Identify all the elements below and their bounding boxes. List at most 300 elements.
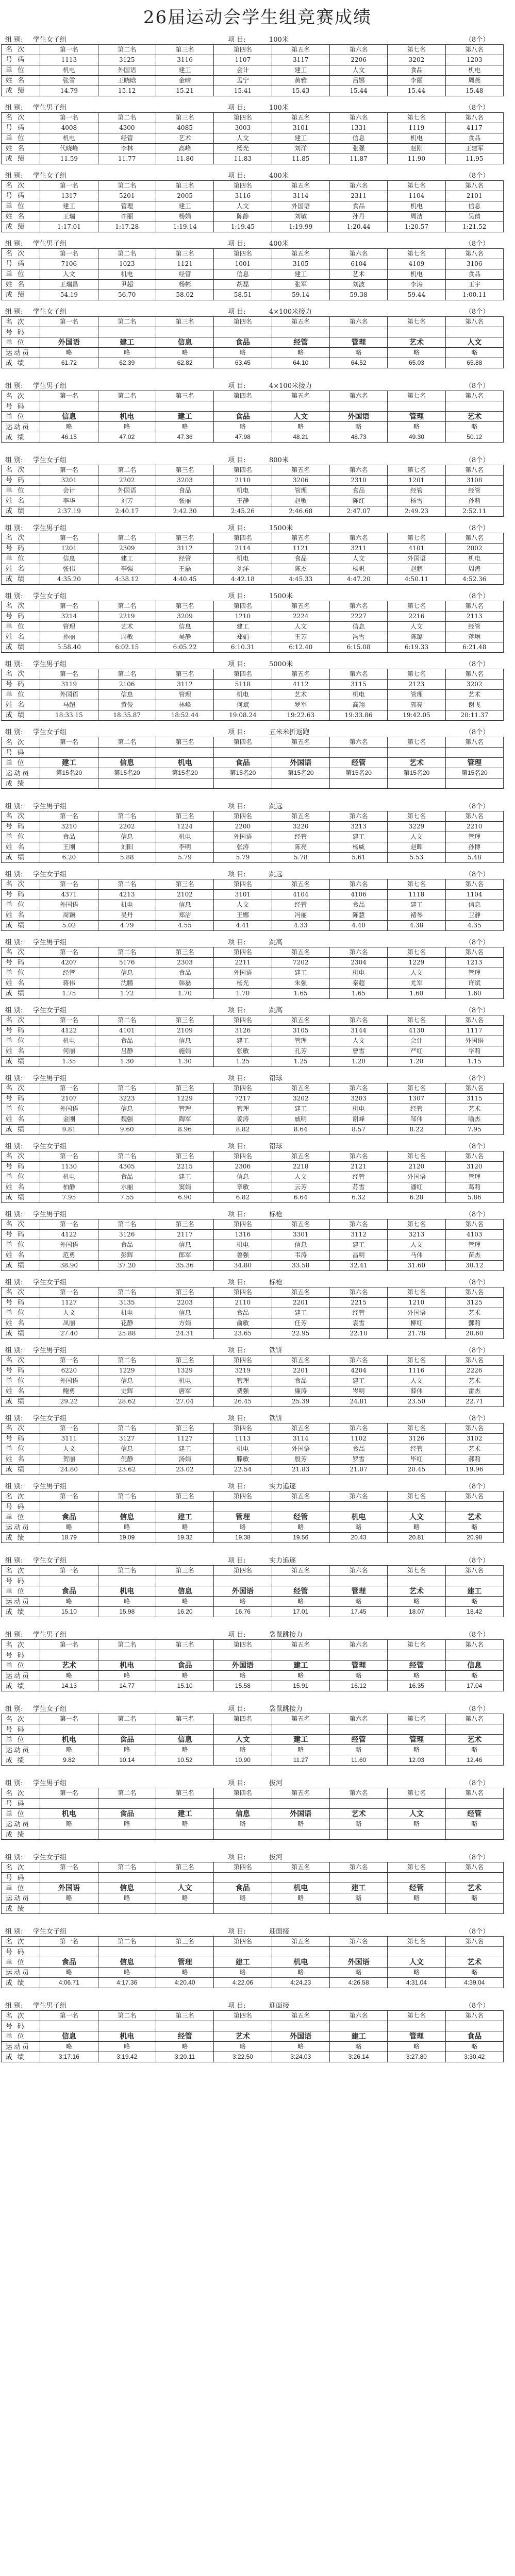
number-cell: 4112 [272,680,329,690]
event-block [1,1854,514,1914]
group-name: 学生男子组 [33,104,67,112]
table-row [2,968,504,978]
unit-cell: 艺术 [445,1735,503,1745]
unit-cell: 建工 [329,2031,387,2042]
number-cell [272,1799,329,1809]
table-row [2,1671,504,1681]
unit-cell: 经管 [329,1308,387,1318]
unit-cell: 人文 [388,1376,445,1386]
unit-cell: 食品 [214,758,272,768]
place-cell: 第三名 [156,533,213,544]
result-cell: 19.32 [156,1533,213,1543]
result-cell: 4.38 [388,921,445,931]
unit-cell: 艺术 [445,412,503,422]
number-cell: 2005 [156,191,213,201]
table-row [2,1862,504,1873]
result-cell: 15.48 [445,86,503,96]
result-cell [329,1904,387,1914]
place-cell: 第四名 [214,2011,272,2021]
table-row [2,1318,504,1329]
place-cell: 第六名 [329,1566,387,1576]
place-cell: 第三名 [156,947,213,958]
result-cell: 50.12 [445,432,503,443]
number-cell: 1023 [98,259,156,269]
unit-row-label: 单 位 [2,269,40,280]
unit-cell: 外国语 [388,554,445,564]
number-cell: 3210 [40,822,98,832]
place-cell: 第三名 [156,1640,213,1650]
place-cell: 第八名 [445,2011,503,2021]
place-cell: 第五名 [272,1287,329,1298]
result-cell: 6.90 [156,1193,213,1203]
place-cell: 第四名 [214,181,272,191]
unit-cell: 食品 [156,968,213,978]
place-cell: 第三名 [156,601,213,612]
results-table [1,1083,504,1135]
place-cell: 第七名 [388,45,445,55]
athletes-cell: 略 [272,1522,329,1533]
unit-cell: 艺术 [388,1586,445,1597]
unit-cell: 机电 [40,65,98,76]
name-cell: 郑娟 [214,632,272,642]
result-row-label: 成 绩 [2,1904,40,1914]
name-cell: 许丽 [98,212,156,222]
athletes-cell: 略 [329,422,387,432]
athletes-cell: 略 [272,1819,329,1829]
result-cell: 64.10 [272,358,329,368]
number-cell: 3105 [272,1026,329,1036]
name-cell: 周颖 [40,910,98,921]
number-cell [445,1650,503,1660]
table-row [2,1957,504,1968]
unit-cell: 食品 [214,1308,272,1318]
table-row [2,113,504,123]
event-meta [1,1347,514,1355]
result-cell: 10.90 [214,1755,272,1766]
table-row [2,1083,504,1094]
unit-row-label: 单 位 [2,622,40,632]
athletes-cell: 略 [388,422,445,432]
event-meta [1,36,514,44]
event-block [1,1557,514,1617]
table-row [2,1046,504,1057]
result-cell: 18.07 [388,1607,445,1617]
rank-row-label: 名 次 [2,1492,40,1502]
athletes-cell: 略 [156,422,213,432]
result-row-label: 成 绩 [2,1261,40,1271]
place-cell: 第七名 [388,811,445,822]
event-name: 5000米 [269,660,293,668]
result-cell: 30.12 [445,1261,503,1271]
event-name: 4×100米接力 [269,382,312,390]
athletes-cell: 第15名20 [272,768,329,778]
result-cell: 9.81 [40,1125,98,1135]
number-cell: 2109 [156,1026,213,1036]
group-label: 组 别: [5,36,23,44]
athletes-cell: 略 [388,1522,445,1533]
unit-cell: 外国语 [40,690,98,700]
number-cell: 1210 [388,1298,445,1308]
place-cell: 第六名 [329,811,387,822]
number-cell: 1118 [388,890,445,900]
unit-cell: 建工 [329,1376,387,1386]
number-cell: 1331 [329,123,387,133]
name-cell: 谢峰 [329,1114,387,1125]
group-label: 组 别: [5,803,23,810]
result-cell [156,1829,213,1840]
number-cell: 3114 [272,1434,329,1444]
athletes-cell: 略 [40,348,98,358]
event-name: 袋鼠跳接力 [269,1631,303,1639]
name-cell: 孟宁 [214,76,272,86]
event-block [1,939,514,999]
name-cell: 张涛 [214,842,272,853]
athletes-cell: 略 [156,1968,213,1978]
number-cell [329,1873,387,1883]
unit-row-label: 单 位 [2,900,40,910]
table-row [2,612,504,622]
athletes-cell: 略 [40,1819,98,1829]
athletes-cell: 第15名20 [445,768,503,778]
place-cell: 第二名 [98,181,156,191]
group-label: 组 别: [5,1705,23,1713]
place-cell: 第四名 [214,1566,272,1576]
athletes-cell: 略 [98,1968,156,1978]
number-cell: 2102 [156,890,213,900]
athletes-cell: 略 [329,1671,387,1681]
result-row-label: 成 绩 [2,86,40,96]
place-cell: 第四名 [214,533,272,544]
rank-row-label: 名 次 [2,1287,40,1298]
name-cell: 刘波 [329,280,387,290]
group-label: 组 别: [5,728,23,736]
number-cell [272,2021,329,2031]
number-cell: 3111 [40,1434,98,1444]
table-row [2,1057,504,1067]
number-cell [445,1724,503,1735]
number-cell [156,1724,213,1735]
number-cell: 3229 [388,822,445,832]
place-cell: 第七名 [388,1788,445,1799]
name-cell: 曹雪 [329,1046,387,1057]
unit-cell: 经管 [272,832,329,842]
name-cell: 孔芳 [272,1046,329,1057]
unit-cell: 建工 [329,1883,387,1893]
rank-row-label: 名 次 [2,249,40,259]
unit-cell: 建工 [214,622,272,632]
result-cell: 21.07 [329,1465,387,1475]
rank-row-label: 名 次 [2,601,40,612]
number-cell: 3223 [98,1094,156,1104]
name-cell: 柏静 [40,1182,98,1193]
athletes-cell: 略 [388,1597,445,1607]
name-cell: 许斌 [445,978,503,989]
number-cell: 2106 [98,680,156,690]
number-cell: 3115 [445,1094,503,1104]
number-cell: 3108 [445,476,503,486]
result-cell: 8.82 [214,1125,272,1135]
name-cell: 严红 [388,1046,445,1057]
result-cell: 5.79 [156,853,213,863]
place-cell: 第八名 [445,249,503,259]
event-meta [1,1075,514,1083]
group-label: 组 别: [5,382,23,390]
table-row [2,853,504,863]
unit-cell: 人文 [388,1957,445,1968]
place-cell: 第五名 [272,1788,329,1799]
event-meta [1,1007,514,1015]
result-cell: 6.20 [40,853,98,863]
name-cell: 张强 [329,144,387,154]
result-cell: 47.98 [214,432,272,443]
unit-row-label: 单 位 [2,758,40,768]
table-row [2,1397,504,1407]
results-table [1,737,504,789]
number-cell [329,327,387,337]
number-cell [329,1650,387,1660]
places-note: （8个） [465,1211,490,1218]
event-label: 项 目: [228,36,246,44]
place-cell: 第六名 [329,1287,387,1298]
result-cell: 15.58 [214,1681,272,1691]
table-row [2,1735,504,1745]
event-name: 1500米 [269,524,293,532]
athletes-cell: 略 [40,1893,98,1904]
number-cell [98,1576,156,1586]
results-table [1,1639,504,1691]
place-cell: 第六名 [329,391,387,401]
event-label: 项 目: [228,1347,246,1354]
name-cell: 尹超 [98,280,156,290]
number-cell: 2227 [329,612,387,622]
athletes-cell: 略 [40,1522,98,1533]
place-cell: 第七名 [388,1937,445,1947]
table-row [2,1714,504,1724]
places-note: （8个） [465,2002,490,2010]
result-cell: 59.38 [329,290,387,300]
place-cell: 第四名 [214,1287,272,1298]
results-table [1,248,504,300]
results-table [1,1862,504,1914]
name-cell: 陈杰 [272,564,329,574]
table-row [2,1597,504,1607]
number-cell: 2215 [329,1298,387,1308]
number-cell: 4104 [272,890,329,900]
place-cell: 第三名 [156,879,213,890]
result-cell: 24.31 [156,1329,213,1339]
result-cell: 15.12 [98,86,156,96]
place-cell: 第五名 [272,533,329,544]
result-cell: 6.28 [388,1193,445,1203]
event-name: 五米米折返跑 [269,728,310,736]
unit-row-label: 单 位 [2,486,40,496]
name-cell: 姜涛 [214,1114,272,1125]
event-name: 100米 [269,36,289,44]
event-block [1,1211,514,1271]
place-cell: 第四名 [214,879,272,890]
group-name: 学生男子组 [33,1631,67,1639]
unit-cell: 信息 [40,554,98,564]
event-block [1,1705,514,1766]
result-cell: 4:06.71 [40,1978,98,1988]
number-cell [445,401,503,412]
result-cell: 16.12 [329,1681,387,1691]
number-cell: 2123 [388,680,445,690]
name-row-label: 姓 名 [2,1046,40,1057]
place-cell: 第二名 [98,113,156,123]
result-cell: 19.96 [445,1465,503,1475]
result-cell: 5.79 [214,853,272,863]
name-cell: 殷芳 [272,1454,329,1465]
unit-cell: 建工 [272,1735,329,1745]
unit-row-label: 单 位 [2,968,40,978]
name-cell: 孙丹 [329,212,387,222]
table-row [2,822,504,832]
result-cell: 1:00.11 [445,290,503,300]
result-cell: 15.21 [156,86,213,96]
number-row-label: 号 码 [2,544,40,554]
result-cell: 1:20.44 [329,222,387,232]
result-cell: 4.55 [156,921,213,931]
results-table [1,112,504,164]
result-cell: 58.02 [156,290,213,300]
group-name: 学生男子组 [33,1075,67,1082]
athletes-cell: 略 [329,1522,387,1533]
name-cell: 王晓晗 [98,76,156,86]
name-cell: 李强 [98,564,156,574]
place-cell: 第二名 [98,601,156,612]
unit-cell: 建工 [156,1512,213,1522]
number-cell: 2201 [272,1298,329,1308]
result-cell: 14.79 [40,86,98,96]
name-cell: 王芳 [272,632,329,642]
athletes-cell: 略 [388,1819,445,1829]
number-cell: 2226 [445,1366,503,1376]
result-cell: 4:40.45 [156,574,213,585]
result-row-label: 成 绩 [2,642,40,653]
athletes-cell: 略 [156,1671,213,1681]
group-label: 组 别: [5,1415,23,1422]
table-row [2,486,504,496]
place-cell: 第一名 [40,249,98,259]
results-table [1,1565,504,1617]
number-row-label: 号 码 [2,1026,40,1036]
unit-cell: 经管 [445,1809,503,1819]
place-cell: 第六名 [329,947,387,958]
result-cell: 63.45 [214,358,272,368]
table-row [2,1978,504,1988]
result-cell: 18.79 [40,1533,98,1543]
page-title: 26届运动会学生组竞赛成绩 [143,7,372,28]
place-cell: 第五名 [272,879,329,890]
number-row-label: 号 码 [2,958,40,968]
place-cell: 第八名 [445,879,503,890]
number-cell: 2121 [329,1162,387,1172]
name-cell: 王磊 [156,564,213,574]
unit-cell: 食品 [40,1586,98,1597]
table-row [2,45,504,55]
unit-cell: 机电 [214,554,272,564]
result-cell: 1.70 [214,989,272,999]
place-cell: 第六名 [329,601,387,612]
place-cell: 第八名 [445,601,503,612]
unit-cell: 建工 [156,1444,213,1454]
group-name: 学生男子组 [33,524,67,532]
table-row [2,212,504,222]
rank-row-label: 名 次 [2,1015,40,1026]
rank-row-label: 名 次 [2,947,40,958]
name-cell: 冯雪 [329,632,387,642]
place-cell: 第五名 [272,947,329,958]
table-row [2,412,504,422]
name-cell: 周燕 [445,76,503,86]
unit-cell: 信息 [156,1586,213,1597]
place-cell: 第一名 [40,1566,98,1576]
name-row-label: 姓 名 [2,280,40,290]
result-cell: 6:12.40 [272,642,329,653]
places-note: （8个） [465,660,490,668]
name-cell: 朱强 [272,978,329,989]
unit-cell: 食品 [40,1512,98,1522]
table-row [2,564,504,574]
unit-row-label: 单 位 [2,1308,40,1318]
table-row [2,1444,504,1454]
athletes-cell: 略 [214,1671,272,1681]
place-cell: 第四名 [214,737,272,748]
event-block [1,660,514,721]
result-cell: 4:38.12 [98,574,156,585]
number-cell: 1203 [445,55,503,65]
number-cell: 4117 [445,123,503,133]
name-row-label: 姓 名 [2,1182,40,1193]
table-row [2,181,504,191]
number-cell: 3120 [445,1162,503,1172]
place-cell: 第七名 [388,1015,445,1026]
number-cell [40,1947,98,1957]
place-cell: 第一名 [40,1423,98,1434]
name-cell: 吴静 [156,632,213,642]
name-cell: 张丽 [156,496,213,506]
place-cell: 第三名 [156,45,213,55]
athletes-cell: 略 [98,1819,156,1829]
place-cell: 第一名 [40,879,98,890]
place-cell: 第三名 [156,811,213,822]
place-cell: 第三名 [156,317,213,327]
number-cell: 3202 [445,680,503,690]
number-cell [40,1502,98,1512]
result-cell: 32.41 [329,1261,387,1271]
event-label: 项 目: [228,1007,246,1014]
places-note: （8个） [465,1007,490,1014]
unit-cell: 食品 [214,337,272,348]
result-cell: 62.82 [156,358,213,368]
result-cell: 20:11.37 [445,710,503,721]
name-cell: 高翔 [329,700,387,710]
table-row [2,422,504,432]
places-note: （8个） [465,1279,490,1286]
number-cell: 2310 [329,476,387,486]
unit-cell: 机电 [388,269,445,280]
table-row [2,947,504,958]
place-cell: 第二名 [98,1788,156,1799]
table-row [2,1512,504,1522]
table-row [2,1329,504,1339]
table-row [2,879,504,890]
name-cell: 王瑞 [40,212,98,222]
number-cell: 3105 [272,259,329,269]
unit-cell: 管理 [329,1660,387,1671]
unit-cell: 外国语 [214,968,272,978]
